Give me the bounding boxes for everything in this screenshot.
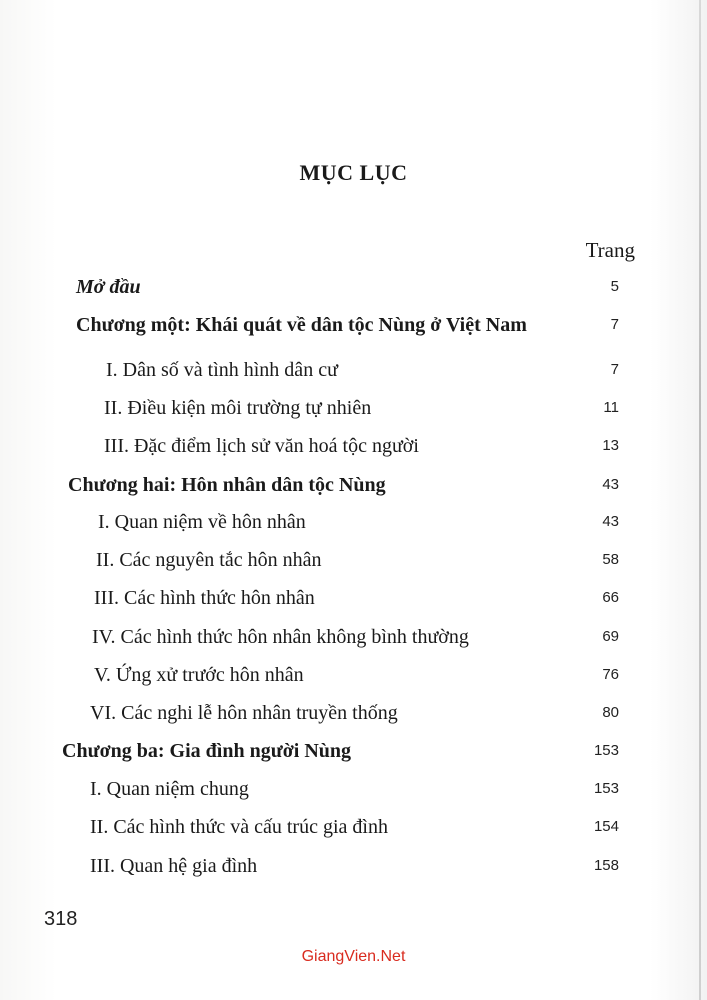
page-title: MỤC LỤC bbox=[299, 160, 408, 185]
toc-entry-page: 5 bbox=[610, 278, 619, 295]
toc-entry bbox=[0, 702, 707, 732]
toc-entry-page: 58 bbox=[602, 551, 619, 568]
toc-entry-page: 158 bbox=[593, 857, 619, 874]
toc-entry-label: Chương ba: Gia đình người Nùng bbox=[62, 740, 352, 762]
toc-entry-label: III. Các hình thức hôn nhân bbox=[94, 587, 315, 609]
toc-entry-label: V. Ứng xử trước hôn nhân bbox=[94, 664, 304, 686]
toc-entry-label: Chương hai: Hôn nhân dân tộc Nùng bbox=[68, 474, 386, 496]
toc-entry-label: IV. Các hình thức hôn nhân không bình thường bbox=[92, 626, 469, 648]
toc-entry-page: 7 bbox=[610, 361, 619, 378]
toc-entry-chapter-1 bbox=[0, 314, 707, 344]
toc-entry-label: I. Quan niệm chung bbox=[90, 778, 249, 800]
toc-entry bbox=[0, 778, 707, 808]
toc-entry-label: VI. Các nghi lễ hôn nhân truyền thống bbox=[90, 702, 398, 724]
toc-entry-page: 69 bbox=[602, 628, 619, 645]
toc-entry-page: 76 bbox=[602, 666, 619, 683]
toc-entry bbox=[0, 511, 707, 541]
toc-entry-page: 13 bbox=[602, 437, 619, 454]
toc-entry bbox=[0, 587, 707, 617]
toc-entry-label: Chương một: Khái quát về dân tộc Nùng ở Việt Nam bbox=[76, 314, 527, 336]
toc-entry bbox=[0, 435, 707, 465]
toc-entry-chapter-3 bbox=[0, 740, 707, 770]
toc-entry-page: 153 bbox=[593, 742, 619, 759]
toc-entry bbox=[0, 549, 707, 579]
toc-entry-label: II. Các nguyên tắc hôn nhân bbox=[96, 549, 322, 571]
toc-entry-label: II. Các hình thức và cấu trúc gia đình bbox=[90, 816, 388, 838]
watermark: GiangVien.Net bbox=[301, 948, 406, 965]
toc-entry-page: 66 bbox=[602, 589, 619, 606]
toc-entry-label: Mở đầu bbox=[76, 276, 141, 298]
toc-entry-page: 11 bbox=[603, 399, 619, 416]
toc-entry-intro bbox=[0, 276, 707, 306]
page-column-header: Trang bbox=[585, 238, 635, 262]
toc-entry-page: 7 bbox=[610, 316, 619, 333]
toc-entry bbox=[0, 626, 707, 656]
toc-entry-chapter-2 bbox=[0, 474, 707, 504]
toc-entry-page: 80 bbox=[602, 704, 619, 721]
footer-page-number: 318 bbox=[44, 908, 78, 930]
toc-entry bbox=[0, 816, 707, 846]
toc-entry-page: 154 bbox=[593, 818, 619, 835]
toc-entry bbox=[0, 664, 707, 694]
toc-entry-label: III. Đặc điểm lịch sử văn hoá tộc người bbox=[104, 435, 419, 457]
toc-entry-label: I. Quan niệm về hôn nhân bbox=[98, 511, 306, 533]
toc-entry-page: 43 bbox=[602, 476, 619, 493]
toc-entry bbox=[0, 359, 707, 389]
toc-entry bbox=[0, 397, 707, 427]
toc-entry-label: III. Quan hệ gia đình bbox=[90, 855, 258, 877]
toc-entry-label: I. Dân số và tình hình dân cư bbox=[106, 359, 338, 381]
toc-entry bbox=[0, 855, 707, 885]
toc-entry-page: 43 bbox=[602, 513, 619, 530]
toc-entry-page: 153 bbox=[593, 780, 619, 797]
toc-entry-label: II. Điều kiện môi trường tự nhiên bbox=[104, 397, 372, 419]
